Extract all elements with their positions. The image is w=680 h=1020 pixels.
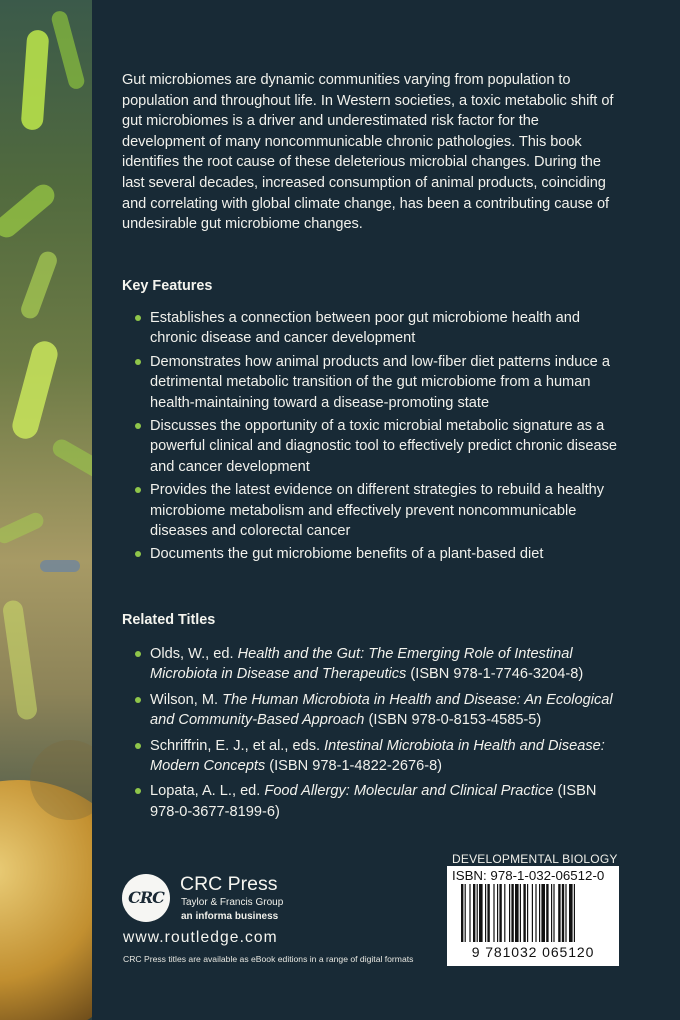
ebook-note: CRC Press titles are available as eBook editions in a range of digital formats	[123, 954, 414, 964]
intro-paragraph: Gut microbiomes are dynamic communities varying from population to population and throughout life. In Western societies, a toxic metabolic shift of gut microbiomes is a driver and underestimated risk factor for the development of many noncommunicable chronic pathologies. This book identifies the root cause of these deleterious microbial changes. During the last several decades, increased consumption of animal products, coinciding and correlating with global climate change, has been a contributing cause of undesirable gut microbiome changes.	[122, 72, 614, 233]
list-item: Establishes a connection between poor gut microbiome health and chronic disease and cancer development	[122, 308, 620, 349]
bullet-icon	[135, 697, 141, 703]
bullet-icon	[135, 315, 141, 321]
publisher-url[interactable]: www.routledge.com	[123, 929, 278, 946]
list-item: Documents the gut microbiome benefits of a plant-based diet	[122, 544, 620, 564]
list-item: Schriffrin, E. J., et al., eds. Intestinal Microbiota in Health and Disease: Modern Concepts (ISBN 978-1-4822-2676-8)	[122, 736, 620, 777]
barcode-bars	[461, 884, 607, 942]
list-item: Lopata, A. L., ed. Food Allergy: Molecular and Clinical Practice (ISBN 978-0-3677-8199-6)	[122, 781, 620, 822]
related-titles-list	[122, 644, 620, 827]
publisher-name: CRC Press	[180, 873, 278, 895]
bullet-icon	[135, 651, 141, 657]
crc-logo: CRC	[122, 874, 170, 922]
isbn-barcode	[447, 866, 619, 966]
isbn-label: ISBN: 978-1-032-06512-0	[452, 868, 605, 883]
microbe-image-strip	[0, 0, 92, 1020]
list-item: Olds, W., ed. Health and the Gut: The Emerging Role of Intestinal Microbiota in Disease and Therapeutics (ISBN 978-1-7746-3204-8)	[122, 644, 620, 685]
bullet-icon	[135, 423, 141, 429]
publisher-business: an informa business	[181, 911, 279, 922]
bullet-icon	[135, 551, 141, 557]
microbe-illustration	[0, 0, 92, 1020]
barcode-number: 9 781032 065120	[471, 944, 595, 960]
list-item: Discusses the opportunity of a toxic microbial metabolic signature as a powerful clinical and diagnostic tool to effectively predict chronic disease and cancer development	[122, 416, 620, 477]
bullet-icon	[135, 788, 141, 794]
key-features-list	[122, 308, 620, 568]
publisher-group: Taylor & Francis Group	[181, 897, 284, 908]
related-titles-heading: Related Titles	[122, 612, 216, 628]
list-item: Demonstrates how animal products and low-fiber diet patterns induce a detrimental metabolic transition of the gut microbiome from a human health-maintaining toward a disease-promoting state	[122, 352, 620, 413]
bullet-icon	[135, 359, 141, 365]
bullet-icon	[135, 487, 141, 493]
subject-category: DEVELOPMENTAL BIOLOGY	[452, 852, 618, 866]
bullet-icon	[135, 743, 141, 749]
list-item: Provides the latest evidence on different strategies to rebuild a healthy microbiome metabolism and effectively prevent noncommunicable diseases and colorectal cancer	[122, 480, 620, 541]
key-features-heading: Key Features	[122, 278, 213, 294]
cover-content	[122, 70, 620, 820]
list-item: Wilson, M. The Human Microbiota in Health and Disease: An Ecological and Community-Based Approach (ISBN 978-0-8153-4585-5)	[122, 690, 620, 731]
